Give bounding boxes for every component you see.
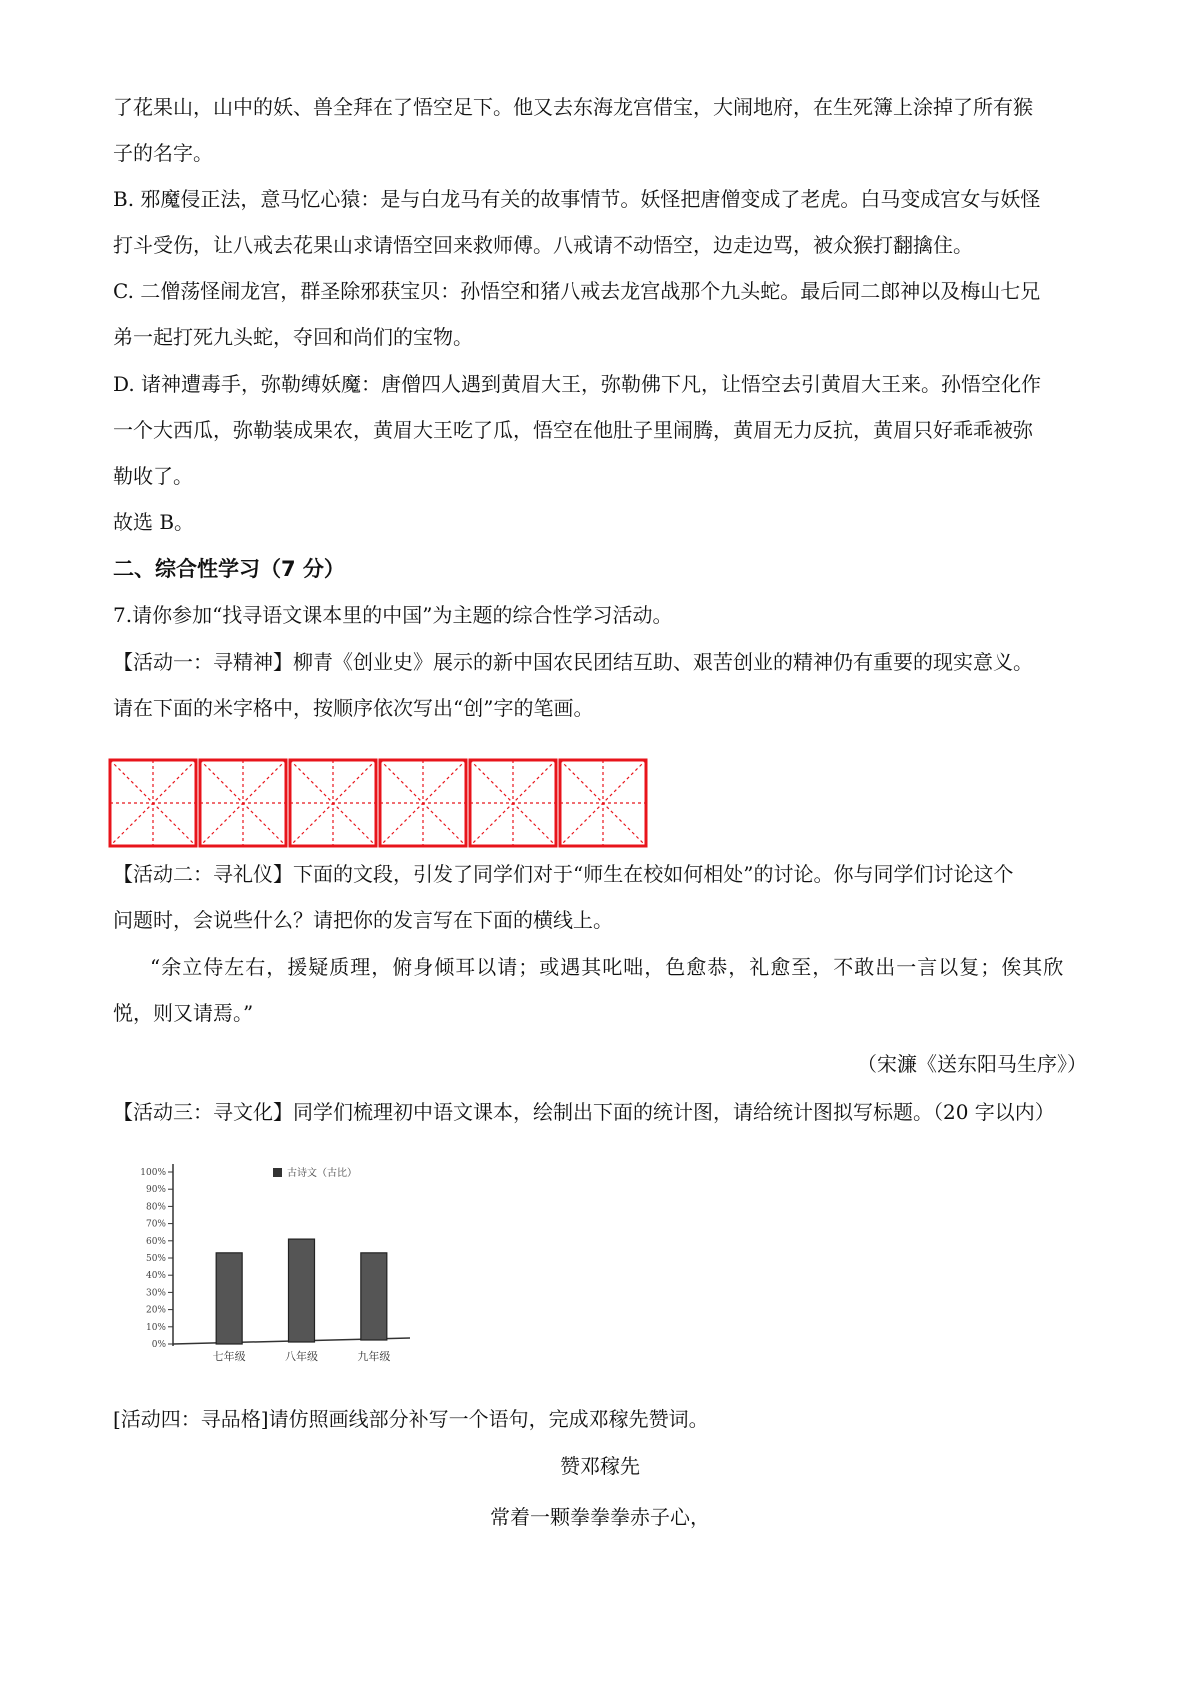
poem-line: 常着一颗拳拳拳赤子心， [490,1505,710,1529]
activity-2-line: 【活动二：寻礼仪】下面的文段，引发了同学们对于“师生在校如何相处”的讨论。你与同学们讨论这个 [113,862,1014,886]
y-tick-label: 30% [145,1288,166,1299]
activity-1-line: 请在下面的米字格中，按顺序依次写出“创”字的笔画。 [113,696,594,720]
y-tick-label: 50% [145,1254,166,1264]
chart-bar [216,1253,242,1344]
option-c-line: C. 二僧荡怪闹龙宫，群圣除邪获宝贝：孙悟空和猪八戒去龙宫战那个九头蛇。最后同二郎神以及梅山七兄 [113,279,1041,303]
mizige-cell[interactable] [288,758,378,848]
quote-line: “余立侍左右，援疑质理，俯身倾耳以请；或遇其叱咄，色愈恭，礼愈至，不敢出一言以复；俟其欣 [150,955,1065,979]
chart-bar [361,1253,387,1340]
paragraph-line: 了花果山，山中的妖、兽全拜在了悟空足下。他又去东海龙宫借宝，大闹地府，在生死簿上涂掉了所有猴 [113,95,1033,119]
y-tick-label: 60% [145,1236,166,1247]
y-tick-label: 100% [140,1168,166,1178]
y-tick-label: 90% [145,1185,166,1196]
option-b-line: 打斗受伤，让八戒去花果山求请悟空回来救师傅。八戒请不动悟空，边走边骂，被众猴打翻擒住。 [113,233,973,257]
option-b-line: B. 邪魔侵正法，意马忆心猿：是与白龙马有关的故事情节。妖怪把唐僧变成了老虎。白马变成宫女与妖怪 [113,187,1041,211]
x-tick-label: 九年级 [357,1350,391,1363]
legend-label: 古诗文（古比） [287,1168,357,1179]
activity-4-line: [活动四：寻品格]请仿照画线部分补写一个语句，完成邓稼先赞词。 [113,1407,709,1431]
y-tick-label: 20% [145,1305,166,1316]
x-tick-label: 七年级 [212,1350,246,1363]
question-7: 7.请你参加“找寻语文课本里的中国”为主题的综合性学习活动。 [113,603,673,627]
y-tick-label: 70% [145,1219,166,1230]
section-heading: 二、综合性学习（7 分） [113,557,345,581]
mizige-grid [108,758,648,848]
mizige-cell[interactable] [378,758,468,848]
y-tick-label: 10% [145,1322,166,1333]
activity-1-line: 【活动一：寻精神】柳青《创业史》展示的新中国农民团结互助、艰苦创业的精神仍有重要的现实意义。 [113,650,1033,674]
activity-2-line: 问题时，会说些什么？请把你的发言写在下面的横线上。 [113,908,613,932]
option-d-line: 一个大西瓜，弥勒装成果农，黄眉大王吃了瓜，悟空在他肚子里闹腾，黄眉无力反抗，黄眉只好乖乖被弥 [113,418,1033,442]
paragraph-line: 子的名字。 [113,141,213,165]
y-tick-label: 0% [151,1340,166,1350]
option-d-line: 勒收了。 [113,464,193,488]
legend-swatch [273,1168,282,1177]
option-c-line: 弟一起打死九头蛇，夺回和尚们的宝物。 [113,325,473,349]
y-tick-label: 80% [145,1202,166,1213]
option-d-line: D. 诸神遭毒手，弥勒缚妖魔：唐僧四人遇到黄眉大王，弥勒佛下凡，让悟空去引黄眉大王来。孙悟空化作 [113,372,1042,396]
quote-line: 悦，则又请焉。” [113,1001,254,1025]
chart-svg [125,1148,425,1383]
quote-source: （宋濂《送东阳马生序》） [857,1052,1087,1076]
y-tick-label: 40% [145,1271,166,1282]
activity-3-line: 【活动三：寻文化】同学们梳理初中语文课本，绘制出下面的统计图，请给统计图拟写标题。（20 字以内） [113,1100,1055,1124]
mizige-cell[interactable] [108,758,198,848]
mizige-cell[interactable] [468,758,558,848]
mizige-cell[interactable] [558,758,648,848]
poem-title: 赞邓稼先 [560,1454,640,1478]
chart-bar [289,1239,315,1342]
answer-line: 故选 B。 [113,510,195,534]
x-tick-label: 八年级 [285,1350,318,1363]
statistics-chart [125,1148,425,1383]
mizige-cell[interactable] [198,758,288,848]
